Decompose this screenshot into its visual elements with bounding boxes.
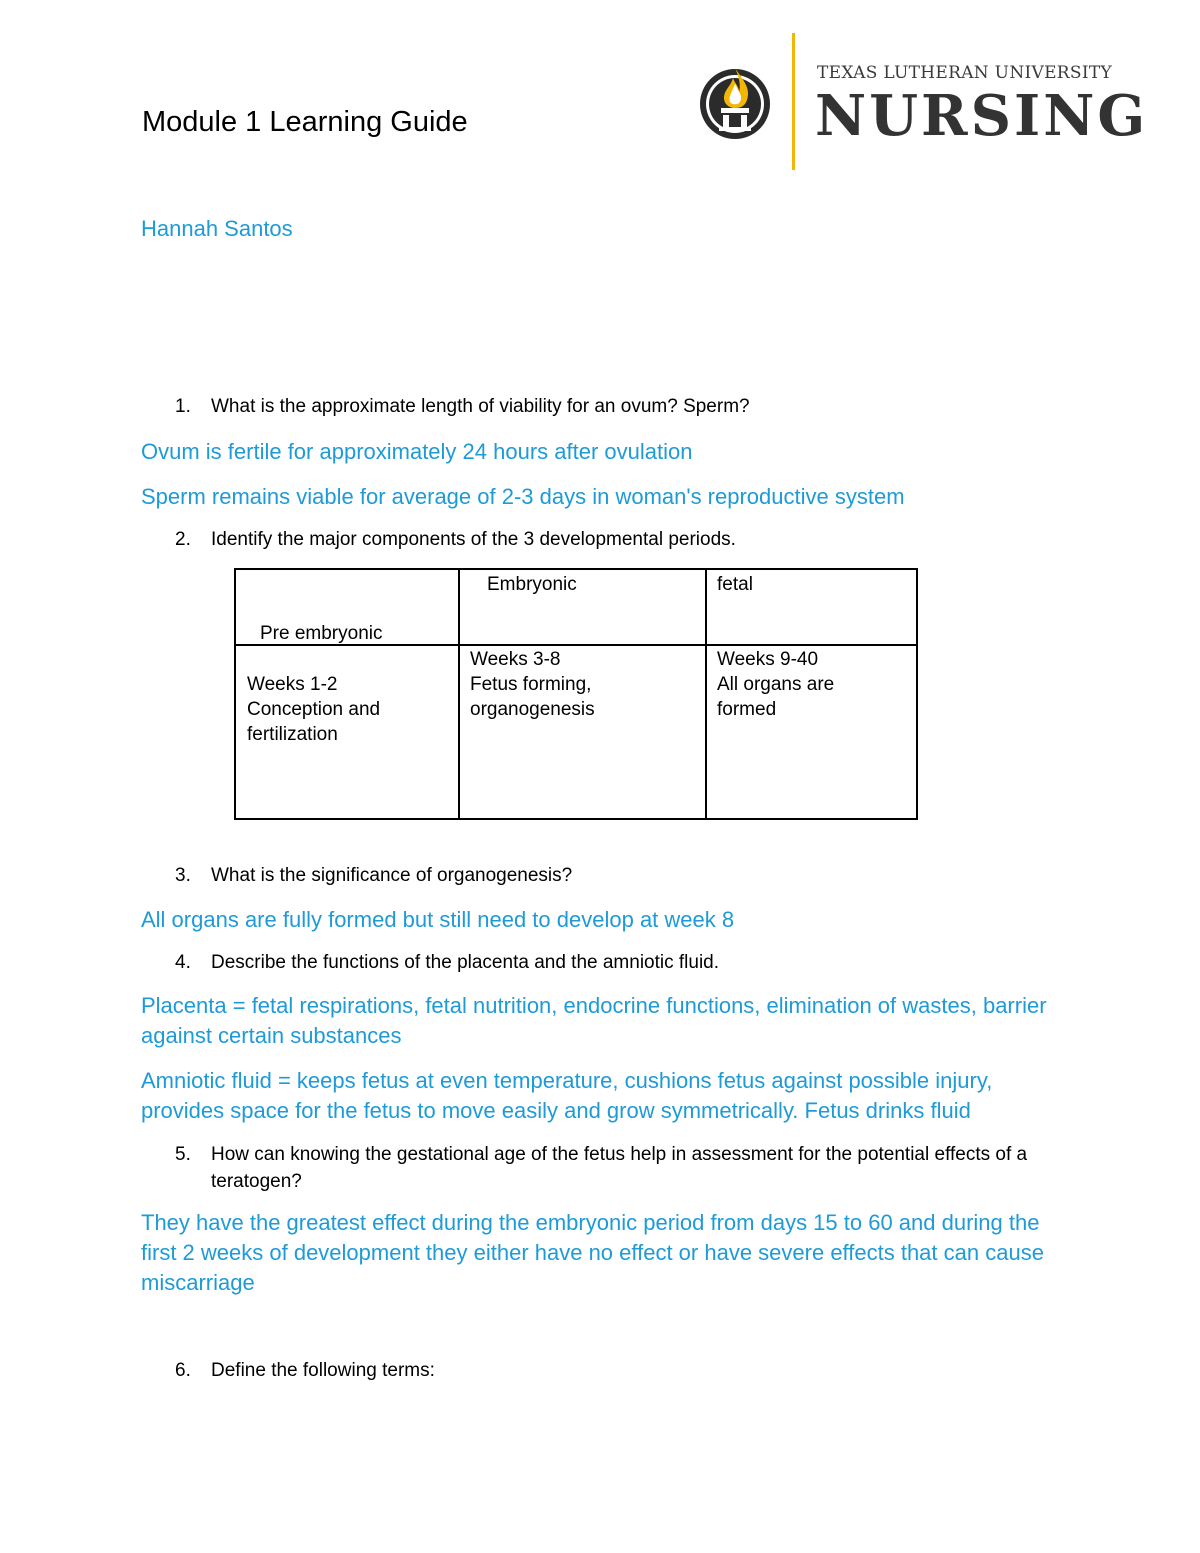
table-cell-pre-embryonic <box>247 672 380 747</box>
student-name: Hannah Santos <box>141 216 293 241</box>
question-6 <box>175 1360 435 1382</box>
cell-line: Weeks 1-2 <box>247 674 338 695</box>
logo-university-name: TEXAS LUTHERAN UNIVERSITY <box>817 63 1113 83</box>
answer-5: They have the greatest effect during the embryonic period from days 15 to 60 and during the first 2 weeks of development they either have no effect or have severe effects that can cause miscarriage <box>141 1210 1044 1295</box>
cell-line: Weeks 3-8 <box>470 649 561 670</box>
question-number: 3. <box>175 865 191 886</box>
cell-line: formed <box>717 699 777 720</box>
answer-4b: Amniotic fluid = keeps fetus at even temperature, cushions fetus against possible injury, provides space for the fetus to move easily and grow symmetrically. Fetus drinks fluid <box>141 1068 993 1123</box>
question-text: Define the following terms: <box>211 1360 435 1381</box>
table-cell-embryonic <box>470 647 595 722</box>
question-3 <box>175 865 572 887</box>
table-cell-fetal <box>717 647 834 722</box>
question-number: 1. <box>175 396 191 417</box>
question-text: What is the approximate length of viability for an ovum? Sperm? <box>211 396 750 417</box>
question-4 <box>175 952 719 974</box>
cell-line: All organs are <box>717 674 835 695</box>
answer-3: All organs are fully formed but still need to develop at week 8 <box>141 907 735 932</box>
table-divider <box>458 570 460 818</box>
question-text: Describe the functions of the placenta and the amniotic fluid. <box>211 952 720 973</box>
cell-line: organogenesis <box>470 699 595 720</box>
cell-line: Fetus forming, <box>470 674 592 695</box>
question-text: Identify the major components of the 3 developmental periods. <box>211 529 736 550</box>
question-1 <box>175 396 750 418</box>
question-text: How can knowing the gestational age of the fetus help in assessment for the potential effects of a teratogen? <box>211 1144 1028 1192</box>
page-title: Module 1 Learning Guide <box>142 106 468 138</box>
logo-department-name: NURSING <box>815 83 1149 149</box>
answer-4a: Placenta = fetal respirations, fetal nutrition, endocrine functions, elimination of wastes, barrier against certain substances <box>141 993 1047 1048</box>
developmental-periods-table <box>234 568 918 820</box>
table-header-embryonic: Embryonic <box>487 574 577 595</box>
flame-torch-icon <box>697 62 773 142</box>
question-number: 6. <box>175 1360 191 1381</box>
table-header-fetal: fetal <box>717 574 753 595</box>
question-text: What is the significance of organogenesis? <box>211 865 573 886</box>
answer-1a: Ovum is fertile for approximately 24 hours after ovulation <box>141 439 693 464</box>
table-header-pre-embryonic: Pre embryonic <box>260 623 383 644</box>
cell-line: Weeks 9-40 <box>717 649 819 670</box>
question-number: 5. <box>175 1144 191 1165</box>
question-2 <box>175 529 736 551</box>
question-number: 4. <box>175 952 191 973</box>
cell-line: fertilization <box>247 724 338 745</box>
answer-1b: Sperm remains viable for average of 2-3 days in woman's reproductive system <box>141 484 905 509</box>
table-divider <box>705 570 707 818</box>
question-5 <box>175 1141 1055 1195</box>
question-number: 2. <box>175 529 191 550</box>
cell-line: Conception and <box>247 699 381 720</box>
logo-divider <box>792 33 795 170</box>
